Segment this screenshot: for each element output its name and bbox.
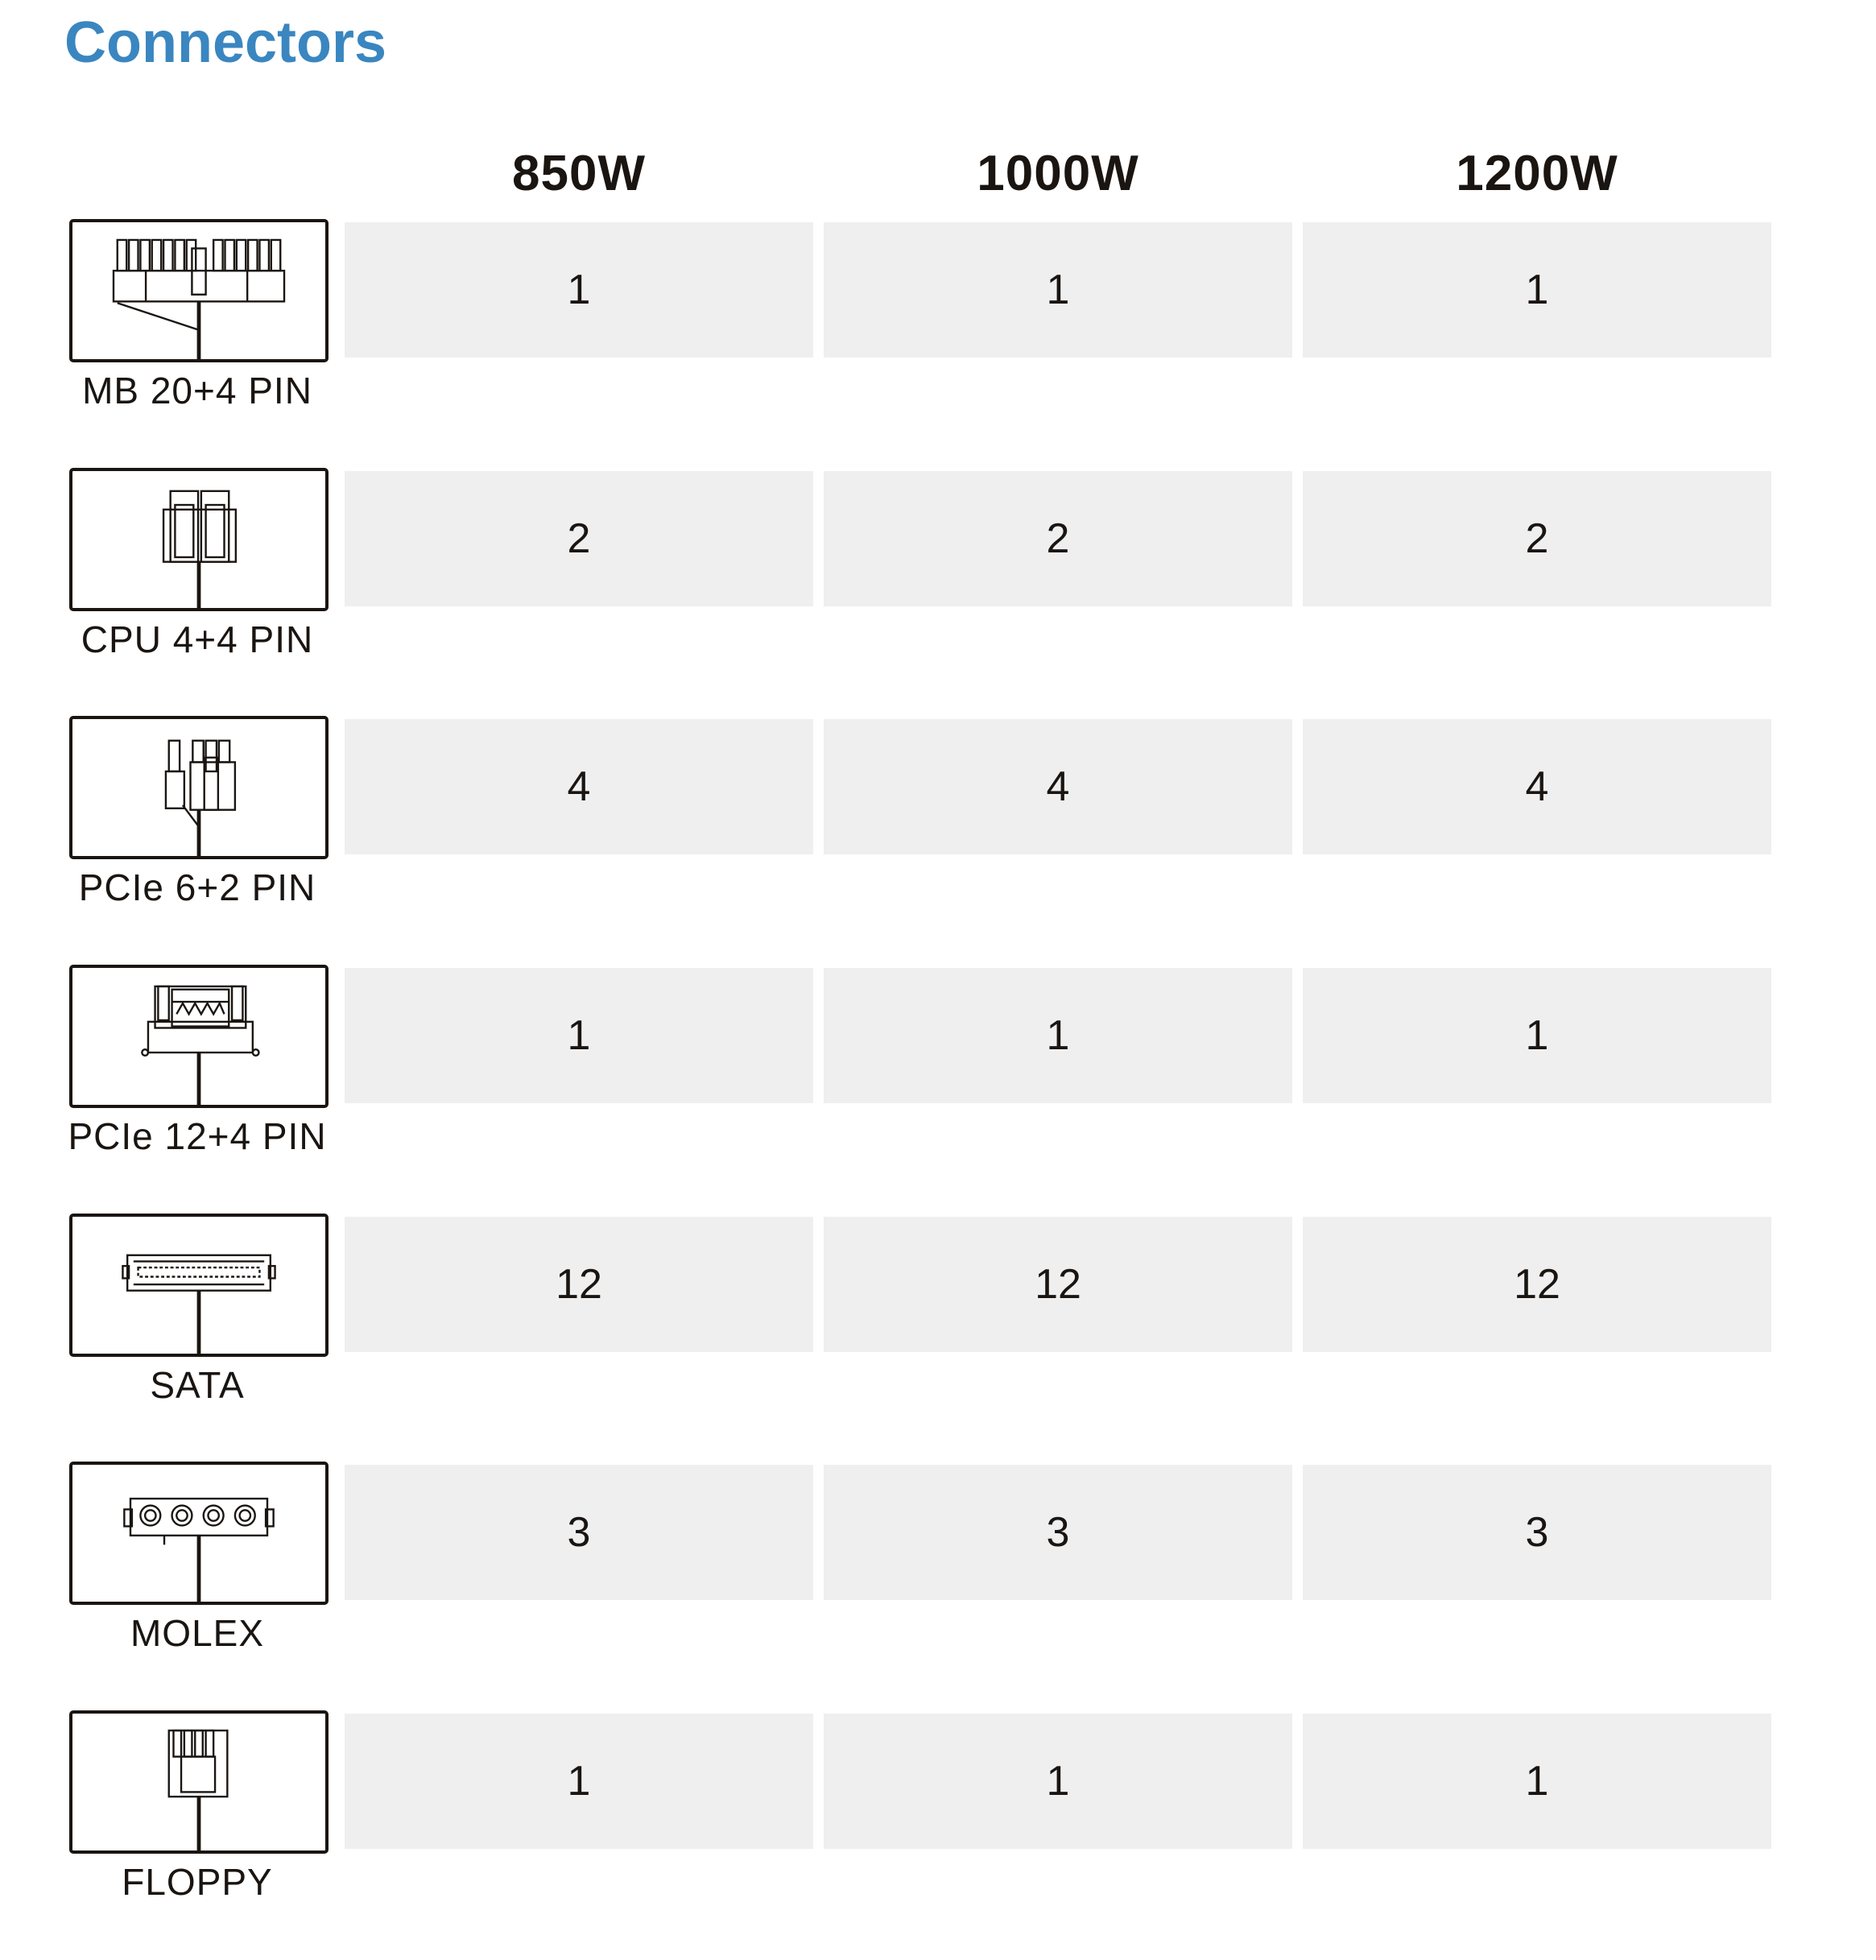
pcie-16pin-connector-icon	[69, 965, 329, 1108]
table-cell: 1	[345, 1714, 813, 1849]
table-cell: 2	[824, 471, 1292, 606]
row-label: FLOPPY	[122, 1861, 273, 1903]
table-cell: 4	[345, 719, 813, 854]
floppy-connector-icon	[69, 1710, 329, 1854]
table-cell: 12	[1303, 1217, 1771, 1352]
table-row	[0, 1462, 1876, 1711]
column-header-1200w: 1200W	[1456, 146, 1618, 201]
table-cell: 3	[345, 1465, 813, 1600]
row-label: SATA	[150, 1364, 245, 1406]
row-label: MOLEX	[130, 1612, 265, 1654]
table-cell: 1	[1303, 1714, 1771, 1849]
table-cell: 12	[345, 1217, 813, 1352]
table-cell: 4	[824, 719, 1292, 854]
pcie-8pin-connector-icon	[69, 716, 329, 859]
table-cell: 3	[1303, 1465, 1771, 1600]
row-label: MB 20+4 PIN	[82, 370, 312, 411]
row-label: PCIe 6+2 PIN	[78, 866, 316, 908]
table-cell: 1	[824, 222, 1292, 358]
page-title: Connectors	[64, 10, 387, 75]
table-cell: 1	[1303, 222, 1771, 358]
table-row	[0, 219, 1876, 469]
row-label: CPU 4+4 PIN	[81, 618, 314, 660]
column-header-1000w: 1000W	[977, 146, 1139, 201]
table-cell: 12	[824, 1217, 1292, 1352]
table-cell: 1	[824, 968, 1292, 1103]
table-row	[0, 965, 1876, 1214]
table-cell: 2	[345, 471, 813, 606]
table-cell: 1	[345, 222, 813, 358]
cpu-8pin-connector-icon	[69, 468, 329, 611]
table-cell: 3	[824, 1465, 1292, 1600]
table-cell: 1	[1303, 968, 1771, 1103]
table-row	[0, 1214, 1876, 1463]
table-row	[0, 716, 1876, 966]
table-cell: 2	[1303, 471, 1771, 606]
table-cell: 4	[1303, 719, 1771, 854]
row-label: PCIe 12+4 PIN	[68, 1115, 327, 1157]
molex-connector-icon	[69, 1462, 329, 1605]
table-cell: 1	[824, 1714, 1292, 1849]
column-header-850w: 850W	[512, 146, 646, 201]
mb-24pin-connector-icon	[69, 219, 329, 362]
sata-connector-icon	[69, 1214, 329, 1357]
table-row	[0, 468, 1876, 717]
table-cell: 1	[345, 968, 813, 1103]
